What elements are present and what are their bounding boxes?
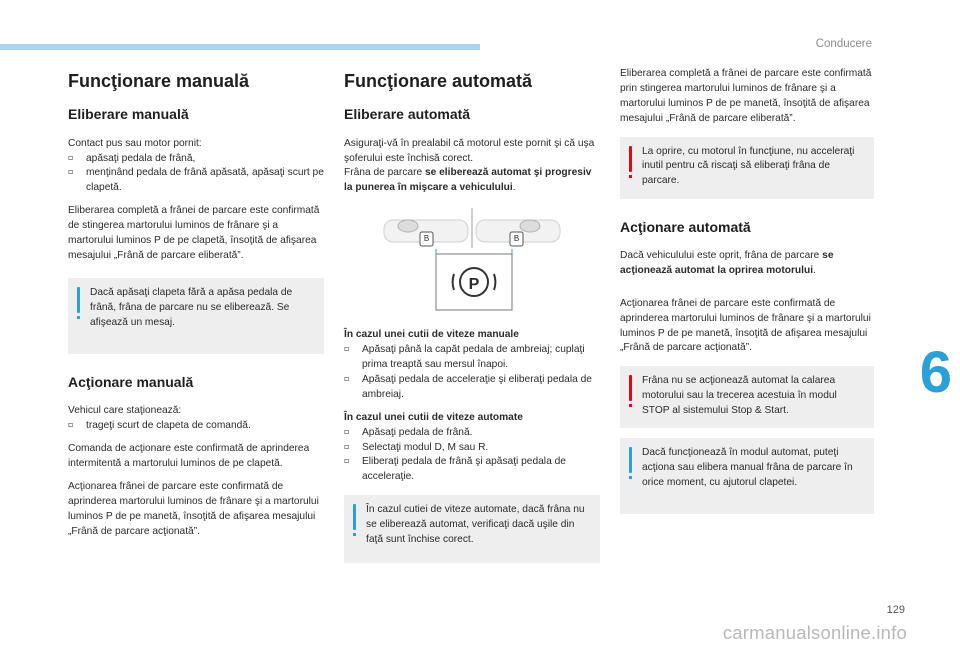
paragraph: Dacă vehiculului este oprit, frâna de parcare se acţionează automat la oprirea motorului. [620,250,834,276]
section-title: Conducere [815,38,872,50]
pedal-mark-right: B [513,234,520,244]
warning-note: Frâna nu se acţionează automat la calarea motorului sau la trecerea acestuia în modul STOP al sistemului Stop & Start. [620,366,874,428]
bullet-icon: ▫ [344,456,350,466]
automatic-release-heading: Eliberare automată [344,106,471,123]
info-icon [77,287,80,313]
automatic-operation-heading: Funcţionare automată [344,71,533,91]
bullet-icon: ▫ [344,441,350,451]
bullet-item: ▫ Apăsaţi pedala de frână. [344,426,473,438]
info-note: În cazul cutiei de viteze automate, dacă frâna nu se eliberează automat, verificaţi dacă uşile din faţă sunt închise corect. [344,495,600,563]
column-continued [620,67,874,524]
paragraph: Eliberarea completă a frânei de parcare este confirmată prin stingerea martorului luminos de frânare şi a martorului luminos P de pe manetă, însoţită de afişarea mesajului „Frână de parcare eliberată”. [620,68,872,124]
parking-brake-illustration [344,204,600,314]
bullet-item: ▫ menţinând pedala de frână apăsată, apăsaţi scurt pe clapetă. [68,167,324,194]
paragraph: Frâna de parcare se eliberează automat şi progresiv la punerea în mişcare a vehiculului. [344,167,592,194]
header-accent-bar [0,44,480,50]
parking-brake-diagram [344,204,600,314]
info-icon [353,504,356,530]
bullet-icon: ▫ [68,420,74,430]
manual-apply-heading: Acţionare manuală [68,373,194,390]
pedal-mark-left: B [423,234,430,244]
bullet-item: ▫ Eliberaţi pedala de frână şi apăsaţi pedala de acceleraţie. [344,456,566,483]
paragraph: Acţionarea frânei de parcare este confirmată de aprinderea martorului luminos de frânare şi a martorului luminos P de pe manetă, însoţită de afişarea mesajului „Frână de parcare acţionată”. [68,480,319,537]
info-note: Dacă funcţionează în modul automat, puteţi acţiona sau elibera manual frâna de parcare în orice moment, cu ajutorul clapetei. [620,438,874,514]
page-number: 129 [886,604,905,616]
manual-release-heading: Eliberare manuală [68,106,189,123]
paragraph: Comanda de acţionare este confirmată de aprinderea intermitentă a martorului luminos de pe clapetă. [68,443,310,469]
bullet-icon: ▫ [344,426,350,436]
column-manual [68,60,324,547]
paragraph: Eliberarea completă a frânei de parcare este confirmată de stingerea martorului luminos de frânare şi a martorului luminos P de pe clapetă, însoţită de afişarea mesajului „Frână de parcare eliberată”. [68,205,320,261]
bullet-icon: ▫ [344,373,350,383]
manual-operation-heading: Funcţionare manuală [68,71,250,91]
paragraph: Vehicul care staţionează: [68,405,182,417]
warning-note: La oprire, cu motorul în funcţiune, nu acceleraţi inutil pentru că riscaţi să eliberaţi frâna de parcare. [620,137,874,199]
paragraph: Acţionarea frânei de parcare este confirmată de aprinderea martorului luminos de frânare şi a martorului luminos P de pe manetă, însoţită de afişarea mesajului „Frână de parcare acţionată”. [620,297,871,354]
chapter-number: 6 [919,340,952,405]
warning-icon [629,146,632,172]
bullet-icon: ▫ [68,167,74,177]
bullet-item: ▫ Apăsaţi până la capăt pedala de ambreiaj; cuplaţi prima treaptă sau mersul înapoi. [344,344,585,371]
bullet-item: ▫ trageţi scurt de clapeta de comandă. [68,420,251,432]
automatic-apply-heading: Acţionare automată [620,218,751,235]
paragraph: Asiguraţi-vă în prealabil că motorul este pornit şi că uşa şoferului este închisă corect. [344,137,595,164]
bullet-item: ▫ Selectaţi modul D, M sau R. [344,441,489,453]
automatic-gearbox-heading: În cazul unei cutii de viteze automate [344,411,523,423]
manual-gearbox-heading: În cazul unei cutii de viteze manuale [344,329,519,341]
warning-icon [629,375,632,401]
watermark: carmanualsonline.info [722,622,907,643]
parking-lamp-letter: P [468,276,480,294]
paragraph: Contact pus sau motor pornit: [68,137,202,149]
bullet-icon: ▫ [68,152,74,162]
bullet-icon: ▫ [344,344,350,354]
column-automatic [344,60,600,573]
info-note: Dacă apăsaţi clapeta fără a apăsa pedala de frână, frâna de parcare nu se eliberează. Se afişează un mesaj. [68,278,324,354]
bullet-item: ▫ Apăsaţi pedala de acceleraţie şi eliberaţi pedala de ambreiaj. [344,373,592,400]
bullet-item: ▫ apăsaţi pedala de frână, [68,152,196,164]
info-icon [629,447,632,473]
